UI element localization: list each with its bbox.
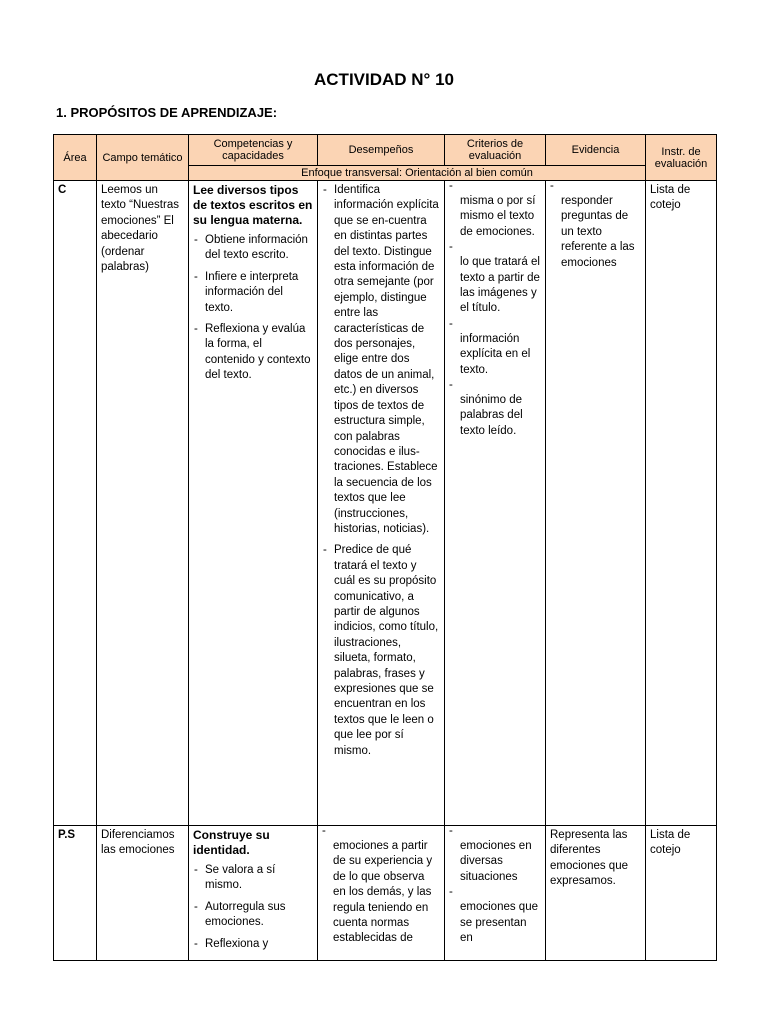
competencia-title: Lee diversos tipos de textos escritos en su lengua materna. [193, 183, 313, 227]
cell-area: C [54, 181, 97, 826]
criterio-item: - misma o por sí mismo el texto de emociones. [449, 183, 541, 240]
header-campo: Campo temático [97, 135, 189, 181]
header-instr: Instr. de evaluación [646, 135, 717, 181]
cell-criterios [445, 826, 546, 961]
table-row [54, 181, 717, 826]
learning-purposes-table [53, 134, 717, 961]
cell-evidencia [546, 181, 646, 826]
header-desempenos: Desempeños [318, 135, 445, 166]
criterio-item: - emociones que se presentan en [449, 889, 541, 946]
table-row [54, 826, 717, 961]
evidencia-item: - responder preguntas de un texto referente a las emociones [550, 183, 641, 271]
criterio-item: - información explícita en el texto. [449, 321, 541, 378]
cell-desempenos [318, 826, 445, 961]
cell-instr: Lista de cotejo [646, 181, 717, 826]
section-heading: 1. PROPÓSITOS DE APRENDIZAJE: [56, 105, 278, 120]
capacidad-item: - Infiere e interpreta información del texto. [193, 270, 313, 316]
cell-evidencia: Representa las diferentes emociones que expresamos. [546, 826, 646, 961]
capacidad-item: - Autorregula sus emociones. [193, 900, 313, 931]
cell-criterios [445, 181, 546, 826]
desempeno-item: - Identifica información explícita que se en-cuentra en distintas partes del texto. Distingue esta información de otra semejante (por ejemplo, distingue entre las características de dos personajes, elige entre dos datos de un animal, etc.) en diversos tipos de textos de estructura simple, con palabras conocidas e ilus-traciones. Establece la secuencia de los textos que lee (instrucciones, historias, noticias). [322, 183, 440, 537]
cell-competencias [189, 826, 318, 961]
capacidad-item: - Se valora a sí mismo. [193, 863, 313, 894]
capacidad-item: - Reflexiona y evalúa la forma, el contenido y contexto del texto. [193, 322, 313, 384]
competencia-title: Construye su identidad. [193, 828, 270, 857]
cell-desempenos [318, 181, 445, 826]
cell-area: P.S [54, 826, 97, 961]
criterio-item: - emociones en diversas situaciones [449, 828, 541, 885]
header-criterios: Criterios de evaluación [445, 135, 546, 166]
cell-competencias [189, 181, 318, 826]
header-competencias: Competencias y capacidades [189, 135, 318, 166]
capacidad-item: - Reflexiona y [193, 937, 313, 952]
cell-campo: Leemos un texto “Nuestras emociones” El abecedario (ordenar palabras) [97, 181, 189, 826]
page-title: ACTIVIDAD N° 10 [314, 70, 454, 89]
capacidad-item: - Obtiene información del texto escrito. [193, 233, 313, 264]
header-enfoque: Enfoque transversal: Orientación al bien común [189, 166, 646, 181]
header-area: Área [54, 135, 97, 181]
cell-instr: Lista de cotejo [646, 826, 717, 961]
criterio-item: - lo que tratará el texto a partir de las imágenes y el título. [449, 244, 541, 317]
desempeno-item: - Predice de qué tratará el texto y cuál es su propósito comunicativo, a partir de algunos indicios, como título, ilustraciones, silueta, formato, palabras, frases y expresiones que se encuentran en los textos que le leen o que lee por sí mismo. [322, 543, 440, 759]
cell-campo: Diferenciamos las emociones [97, 826, 189, 961]
desempeno-item: - emociones a partir de su experiencia y de lo que observa en los demás, y las regula teniendo en cuenta normas establecidas de [322, 828, 440, 947]
criterio-item: - sinónimo de palabras del texto leído. [449, 382, 541, 439]
header-evidencia: Evidencia [546, 135, 646, 166]
